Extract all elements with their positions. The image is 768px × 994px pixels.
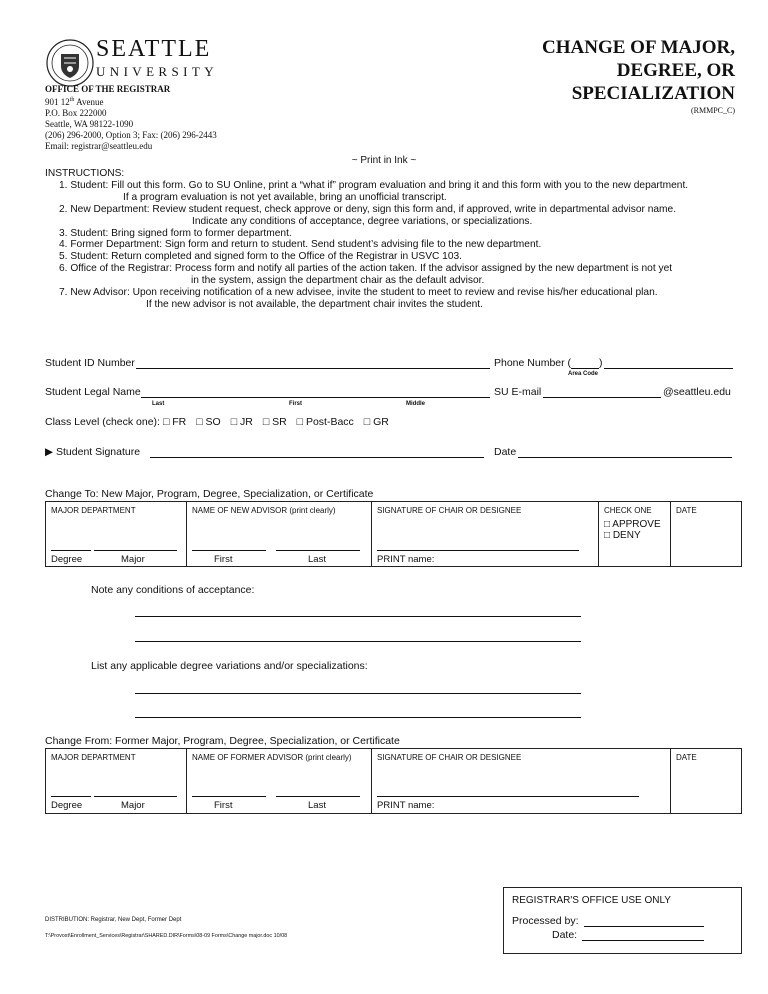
print-in-ink-note: ~ Print in Ink ~ — [351, 155, 417, 166]
office-phone: (206) 296-2000, Option 3; Fax: (206) 296-2443 — [45, 130, 217, 140]
arrow-right-icon: ▶ — [45, 446, 54, 458]
instruction-step-3: 3. Student: Bring signed form to former department. — [59, 227, 292, 239]
instruction-step-5: 5. Student: Return completed and signed form to the Office of the Registrar in USVC 103. — [59, 251, 463, 263]
conditions-line-2[interactable] — [135, 641, 581, 642]
email-domain: @seattleu.edu — [663, 386, 731, 398]
instructions — [45, 168, 745, 311]
class-option-fr[interactable]: □ FR — [163, 416, 187, 428]
class-option-post-bacc[interactable]: □ Post-Bacc — [296, 416, 354, 428]
file-path-note: T:\Provost\Enrollment_Services\Registrar\SHARED.DIR\Forms\08-09 Forms\Change major.doc 10/08 — [45, 933, 288, 939]
su-email-field[interactable] — [543, 397, 661, 398]
new-date-cell[interactable]: DATE — [671, 502, 742, 567]
instruction-step-6: 6. Office of the Registrar: Process form and notify all parties of the action taken. If the advisor assigned by the new department is not yet — [59, 263, 673, 275]
new-major-cell[interactable]: MAJOR DEPARTMENT Degree Major — [46, 502, 187, 567]
signature-date-label: Date — [494, 446, 517, 458]
class-level-options — [163, 416, 389, 428]
office-address-block — [45, 84, 217, 152]
office-name: OFFICE OF THE REGISTRAR — [45, 84, 171, 94]
change-from-caption: Change From: Former Major, Program, Degree, Specialization, or Certificate — [45, 735, 400, 747]
address-line-3: Seattle, WA 98122-1090 — [45, 119, 134, 129]
processed-by-field[interactable] — [584, 926, 704, 927]
processed-by-label: Processed by: — [512, 915, 579, 927]
instruction-step-2: 2. New Department: Review student request, check approve or deny, sign this form and, if approved, write in departmental advisor name. — [59, 203, 677, 215]
brand-university: UNIVERSITY — [96, 64, 218, 79]
legal-name-label: Student Legal Name — [45, 386, 141, 398]
variations-line-1[interactable] — [135, 693, 581, 694]
su-email-label: SU E-mail — [494, 386, 542, 398]
legal-name-field[interactable] — [141, 397, 490, 398]
conditions-line-1[interactable] — [135, 616, 581, 617]
student-id-field[interactable] — [136, 368, 490, 369]
instruction-step-7-cont: If the new advisor is not available, the department chair invites the student. — [146, 298, 483, 310]
brand-seattle: SEATTLE — [96, 36, 212, 62]
check-one-cell: CHECK ONE □ APPROVE □ DENY — [599, 502, 671, 567]
student-signature-row — [45, 446, 140, 458]
change-from-table — [45, 748, 742, 814]
former-date-cell[interactable]: DATE — [671, 749, 742, 814]
conditions-label: Note any conditions of acceptance: — [91, 584, 255, 596]
class-option-jr[interactable]: □ JR — [230, 416, 253, 428]
form-code: (RMMPC_C) — [690, 106, 735, 115]
phone-close-paren: ) — [599, 357, 603, 369]
office-date-label: Date: — [552, 929, 578, 941]
change-to-table — [45, 501, 742, 567]
office-use-title: REGISTRAR'S OFFICE USE ONLY — [512, 895, 671, 906]
new-advisor-cell[interactable]: NAME OF NEW ADVISOR (print clearly) First Last — [187, 502, 372, 567]
former-chair-signature-cell[interactable]: SIGNATURE OF CHAIR OR DESIGNEE PRINT name: — [372, 749, 671, 814]
former-advisor-cell[interactable]: NAME OF FORMER ADVISOR (print clearly) First Last — [187, 749, 372, 814]
seattle-university-seal-logo — [45, 38, 95, 88]
instruction-step-1-cont: If a program evaluation is not yet available, bring an unofficial transcript. — [123, 191, 447, 203]
change-to-caption: Change To: New Major, Program, Degree, Specialization, or Certificate — [45, 488, 374, 500]
address-line-2: P.O. Box 222000 — [45, 108, 107, 118]
registrar-office-use-box — [503, 887, 742, 954]
class-option-gr[interactable]: □ GR — [363, 416, 389, 428]
deny-checkbox[interactable]: □ DENY — [604, 530, 641, 541]
student-signature-label: Student Signature — [56, 446, 141, 458]
instructions-heading: INSTRUCTIONS: — [45, 168, 125, 179]
instruction-step-1: 1. Student: Fill out this form. Go to SU Online, print a “what if” program evaluation and bring it and this form with you to the new department. — [59, 179, 689, 191]
student-id-label: Student ID Number — [45, 357, 135, 369]
instruction-step-7: 7. New Advisor: Upon receiving notification of a new advisee, invite the student to meet to review and revise his/her educational plan. — [59, 287, 658, 299]
variations-label: List any applicable degree variations and/or specializations: — [91, 660, 368, 672]
name-last-hint: Last — [152, 401, 165, 407]
instruction-step-2-cont: Indicate any conditions of acceptance, degree variations, or specializations. — [192, 215, 533, 227]
class-option-so[interactable]: □ SO — [196, 416, 221, 428]
variations-line-2[interactable] — [135, 717, 581, 718]
address-line-1: 901 12th Avenue — [45, 97, 104, 107]
new-chair-signature-cell[interactable]: SIGNATURE OF CHAIR OR DESIGNEE PRINT name: — [372, 502, 599, 567]
former-major-cell[interactable]: MAJOR DEPARTMENT Degree Major — [46, 749, 187, 814]
form-title: CHANGE OF MAJOR, DEGREE, OR SPECIALIZATION — [542, 37, 735, 104]
instruction-step-4: 4. Former Department: Sign form and return to student. Send student’s advising file to the new department. — [59, 239, 542, 251]
area-code-hint: Area Code — [568, 371, 599, 377]
class-option-sr[interactable]: □ SR — [262, 416, 287, 428]
phone-label: Phone Number ( — [494, 357, 572, 369]
distribution-note: DISTRIBUTION: Registrar, New Dept, Former Dept — [45, 917, 182, 923]
office-email: Email: registrar@seattleu.edu — [45, 141, 153, 151]
phone-field[interactable] — [604, 368, 733, 369]
instruction-step-6-cont: in the system, assign the department chair as the default advisor. — [191, 275, 485, 287]
class-level-label: Class Level (check one): — [45, 416, 160, 428]
name-middle-hint: Middle — [406, 401, 425, 407]
student-signature-field[interactable] — [150, 457, 484, 458]
office-date-field[interactable] — [582, 940, 704, 941]
approve-checkbox[interactable]: □ APPROVE — [604, 519, 661, 530]
area-code-field[interactable] — [571, 368, 599, 369]
name-first-hint: First — [289, 401, 303, 407]
signature-date-field[interactable] — [518, 457, 732, 458]
